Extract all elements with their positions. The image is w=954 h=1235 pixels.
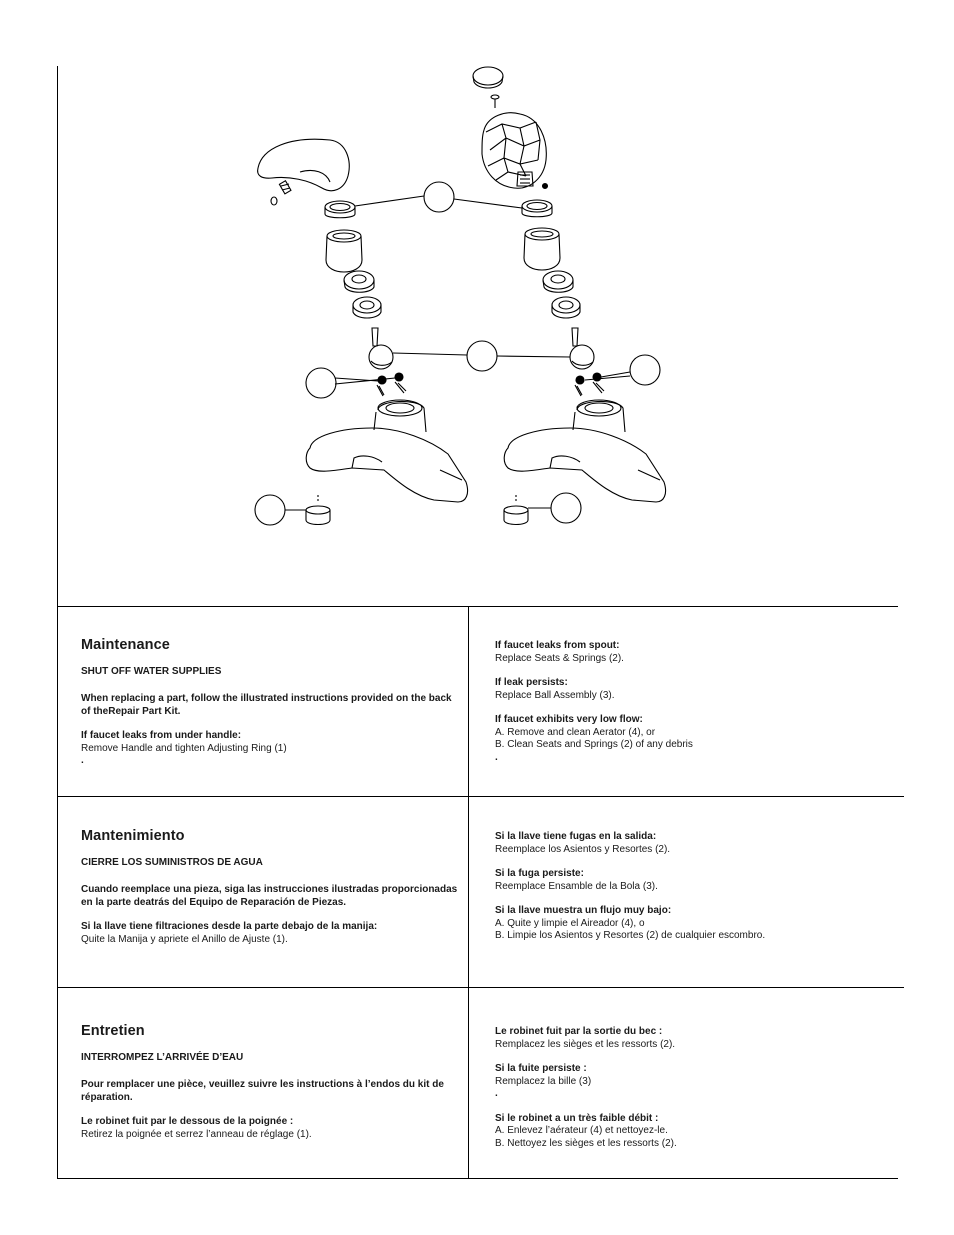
spanish-replacing: [81, 884, 466, 909]
spanish-spout-heading: Si la llave tiene fugas en la salida:: [495, 831, 657, 842]
english-flow-a: A. Remove and clean Aerator (4), or: [495, 726, 656, 738]
french-persist-text: Remplacez la bille (3) .: [495, 1075, 592, 1099]
french-flow-a: A. Enlevez l’aérateur (4) et nettoyez-le.: [495, 1125, 668, 1136]
french-persist: [495, 1063, 895, 1101]
spanish-title: Mantenimiento: [81, 828, 185, 844]
spanish-persist: [495, 868, 895, 893]
english-handle-text: Remove Handle and tighten Adjusting Ring (1) .: [81, 742, 287, 766]
aerator-right: [504, 495, 528, 525]
spanish-flow-a: A. Quite y limpie el Aireador (4), o: [495, 917, 645, 929]
cap-right: [524, 228, 560, 270]
seats-springs-left: [377, 373, 406, 396]
cam-right: [543, 271, 573, 292]
spanish-flow-heading: Si la llave muestra un flujo muy bajo:: [495, 905, 672, 916]
cam-left: [344, 271, 374, 292]
english-spout: [495, 640, 895, 665]
english-shutoff: SHUT OFF WATER SUPPLIES: [81, 666, 222, 677]
grid-line-3: [57, 987, 904, 988]
set-screw: [279, 181, 291, 194]
spanish-shutoff: CIERRE LOS SUMINISTROS DE AGUA: [81, 857, 263, 868]
english-left-cell: [81, 637, 461, 780]
knob-screw: [491, 95, 499, 108]
callout-aerator-left: [255, 495, 306, 525]
english-replacing: [81, 693, 461, 718]
grid-line-bottom: [57, 1178, 898, 1179]
spanish-replacing-text: Cuando reemplace una pieza, siga las instrucciones ilustradas proporcionadas en la parte deatrás del Equipo de Reparación de Piezas.: [81, 884, 458, 908]
french-spout-text: Remplacez les sièges et les ressorts (2).: [495, 1038, 676, 1050]
grid-line-top: [57, 606, 898, 607]
english-handle: [81, 730, 461, 768]
french-left-cell: [81, 1023, 461, 1153]
adjusting-ring-left: [325, 201, 355, 218]
english-persist: [495, 677, 895, 702]
french-replacing: [81, 1079, 461, 1104]
french-replacing-text: Pour remplacer une pièce, veuillez suivre les instructions à l’endos du kit de réparation.: [81, 1079, 444, 1103]
spanish-flow-b: B. Limpie los Asientos y Resortes (2) de cualquier escombro.: [495, 930, 766, 941]
spanish-persist-text: Reemplace Ensamble de la Bola (3).: [495, 880, 658, 892]
ball-left: [369, 328, 393, 369]
aerator-left: [306, 495, 330, 525]
packing-left: [353, 297, 381, 318]
spanish-spout-text: Reemplace los Asientos y Resortes (2).: [495, 843, 671, 855]
cap-left: [326, 230, 362, 272]
faucet-exploded-diagram: [58, 55, 898, 607]
french-handle-text: Retirez la poignée et serrez l’anneau de réglage (1).: [81, 1128, 312, 1140]
spanish-handle: [81, 921, 466, 946]
knob-handle: [482, 113, 546, 188]
knob-insert: [517, 172, 548, 189]
callout-ball-assembly: [393, 341, 570, 371]
spanish-handle-text: Quite la Manija y apriete el Anillo de Ajuste (1).: [81, 933, 288, 945]
english-persist-heading: If leak persists:: [495, 677, 568, 688]
spanish-handle-heading: Si la llave tiene filtraciones desde la parte debajo de la manija:: [81, 921, 378, 932]
spanish-right-cell: [495, 831, 895, 955]
callout-adjusting-ring: [355, 182, 522, 212]
adjusting-ring-right: [522, 200, 552, 217]
french-shutoff: INTERROMPEZ L’ARRIVÉE D’EAU: [81, 1052, 244, 1063]
spanish-persist-heading: Si la fuga persiste:: [495, 868, 584, 879]
body-left: [306, 400, 467, 502]
english-replacing-text: When replacing a part, follow the illustrated instructions provided on the back of theRepair Part Kit.: [81, 693, 452, 717]
callout-aerator-right: [528, 493, 581, 523]
english-spout-heading: If faucet leaks from spout:: [495, 640, 620, 651]
grid-line-2: [57, 796, 904, 797]
french-spout-heading: Le robinet fuit par la sortie du bec :: [495, 1026, 663, 1037]
english-title: Maintenance: [81, 637, 170, 653]
lever-handle: [258, 139, 350, 190]
french-title: Entretien: [81, 1023, 145, 1039]
french-spout: [495, 1026, 895, 1051]
button-cap: [271, 197, 277, 205]
spanish-flow: [495, 905, 895, 943]
english-spout-text: Replace Seats & Springs (2).: [495, 652, 624, 664]
english-right-cell: [495, 640, 895, 776]
french-flow-heading: Si le robinet a un très faible débit :: [495, 1112, 659, 1124]
spanish-spout: [495, 831, 895, 856]
ball-right: [570, 328, 594, 369]
french-handle-heading: Le robinet fuit par le dessous de la poignée :: [81, 1116, 294, 1127]
french-handle: [81, 1116, 461, 1141]
french-right-cell: [495, 1026, 895, 1162]
spanish-left-cell: [81, 828, 466, 958]
body-right: [504, 400, 665, 502]
english-persist-text: Replace Ball Assembly (3).: [495, 689, 615, 701]
grid-line-middle: [468, 606, 469, 1179]
english-flow-heading: If faucet exhibits very low flow:: [495, 714, 643, 725]
french-flow-b: B. Nettoyez les sièges et les ressorts (2).: [495, 1137, 677, 1149]
packing-right: [552, 297, 580, 318]
french-persist-heading: Si la fuite persiste :: [495, 1063, 587, 1074]
english-handle-heading: If faucet leaks from under handle:: [81, 730, 242, 741]
english-flow: [495, 714, 895, 764]
seats-springs-right: [575, 373, 604, 396]
index-cap: [473, 67, 503, 88]
english-flow-b: B. Clean Seats and Springs (2) of any debris .: [495, 739, 693, 763]
french-flow: [495, 1113, 895, 1151]
